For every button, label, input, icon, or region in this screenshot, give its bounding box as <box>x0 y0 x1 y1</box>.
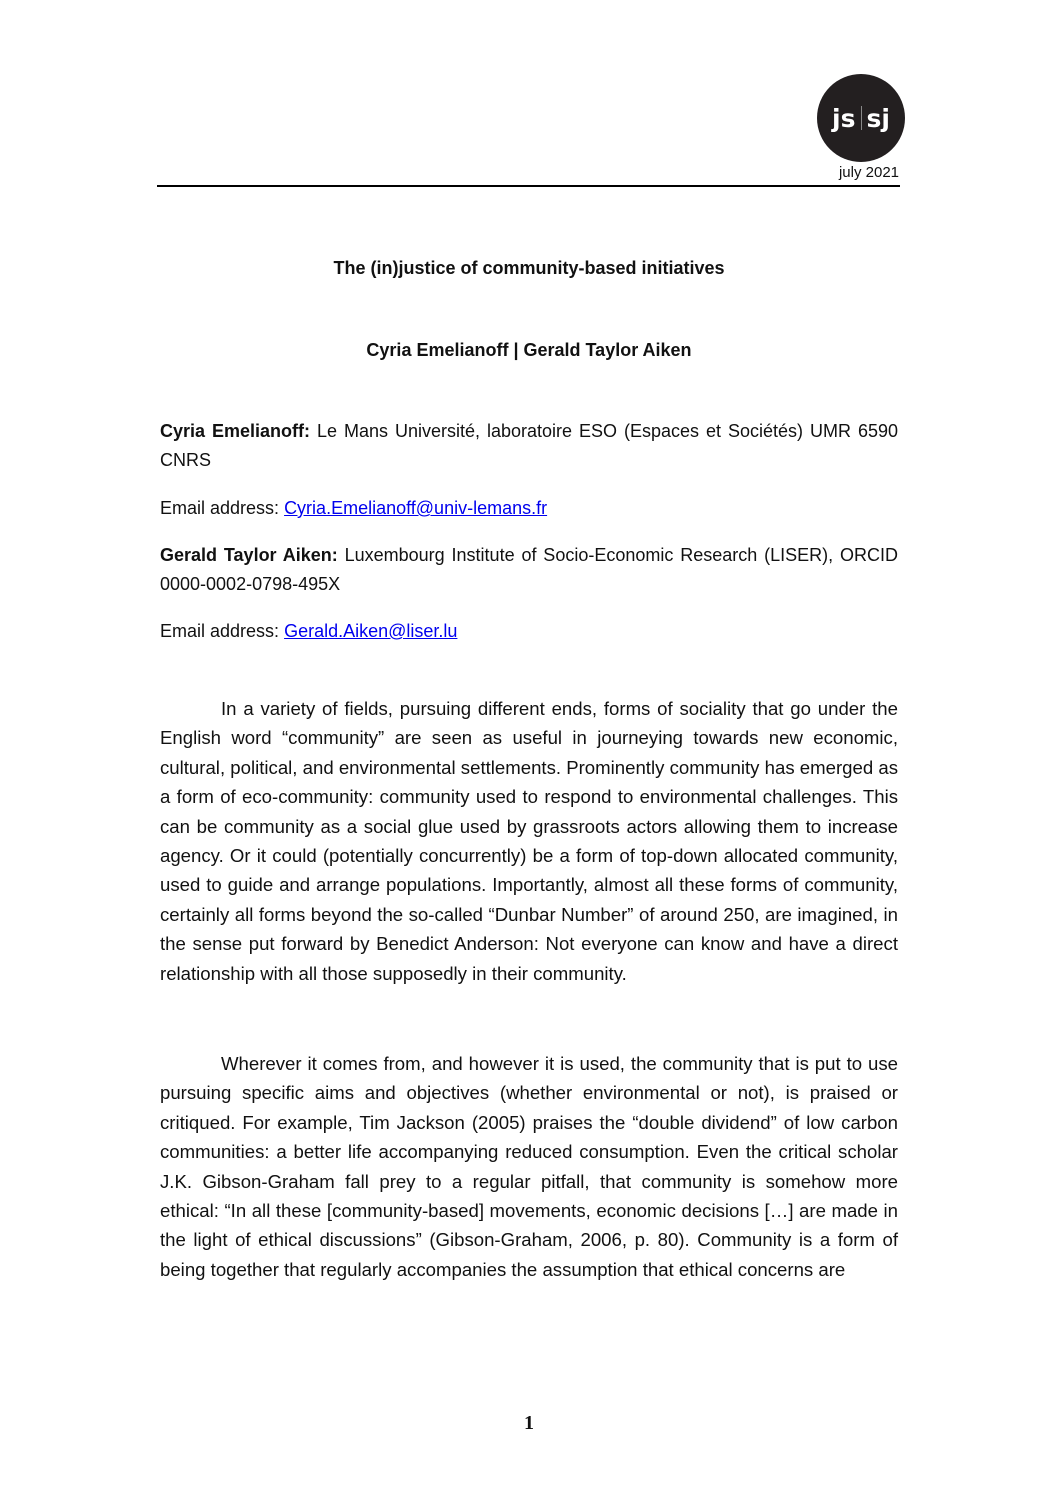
logo-divider <box>861 106 862 130</box>
header-rule <box>157 185 900 187</box>
email-link-emelianoff[interactable]: Cyria.Emelianoff@univ-lemans.fr <box>284 498 548 518</box>
logo-right-text: sj <box>866 103 890 133</box>
issue-date: july 2021 <box>838 164 899 181</box>
body-paragraph-1: In a variety of fields, pursuing different ends, forms of sociality that go under the English word “community” are seen as useful in journeying towards new economic, cultural, political, and environmental settlements. Prominently community has emerged as a form of eco-community: community used to respond to environmental challenges. This can be community as a social glue used by grassroots actors allowing them to increase agency. Or it could (potentially concurrently) be a form of top-down allocated community, used to guide and arrange populations. Importantly, almost all these forms of community, certainly all forms beyond the so-called “Dunbar Number” of around 250, are imagined, in the sense put forward by Benedict Anderson: Not everyone can know and have a direct relationship with all those supposedly in their community. <box>160 698 898 984</box>
email-link-aiken[interactable]: Gerald.Aiken@liser.lu <box>284 621 458 641</box>
authors-line: Cyria Emelianoff | Gerald Taylor Aiken <box>366 340 692 360</box>
affiliation-emelianoff <box>160 417 898 475</box>
author-name: Cyria Emelianoff: <box>160 421 311 441</box>
email-line-emelianoff <box>160 494 898 523</box>
logo-left-text: js <box>832 103 856 133</box>
author-name: Gerald Taylor Aiken: <box>160 545 338 565</box>
body-paragraph-2: Wherever it comes from, and however it is used, the community that is put to use pursuing specific aims and objectives (whether environmental or not), is praised or critiqued. For example, Tim Jackson (2005) praises the “double dividend” of low carbon communities: a better life accompanying reduced consumption. Even the critical scholar J.K. Gibson-Graham fall prey to a regular pitfall, that community is somehow more ethical: “In all these [community-based] movements, economic decisions […] are made in the light of ethical discussions” (Gibson-Graham, 2006, p. 80). Community is a form of being together that regularly accompanies the assumption that ethical concerns are <box>160 1053 898 1280</box>
email-label: Email address: <box>160 498 285 518</box>
page-number: 1 <box>524 1412 534 1434</box>
affiliation-text: Le Mans Université, laboratoire ESO (Espaces et Sociétés) UMR 6590 CNRS <box>160 421 898 470</box>
email-line-aiken <box>160 617 898 646</box>
email-label: Email address: <box>160 621 285 641</box>
jssj-logo-icon <box>817 74 905 162</box>
affiliation-aiken <box>160 541 898 599</box>
article-title: The (in)justice of community-based initiatives <box>333 258 725 278</box>
affiliation-text: Luxembourg Institute of Socio-Economic Research (LISER), ORCID 0000-0002-0798-495X <box>160 545 898 594</box>
